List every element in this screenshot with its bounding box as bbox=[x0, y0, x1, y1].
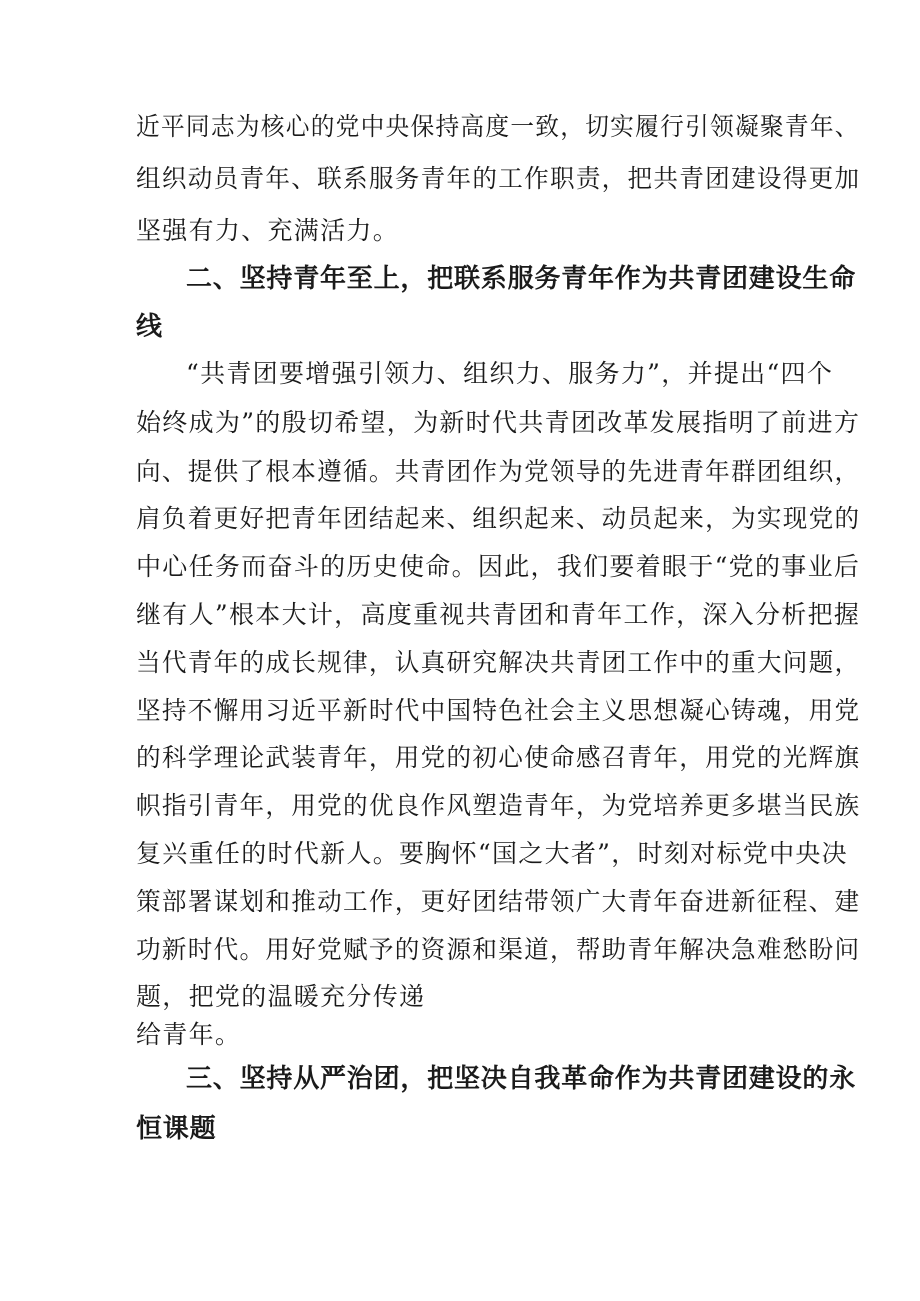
section2-body-line-4: 肩负着更好把青年团结起来、组织起来、动员起来，为实现党的 bbox=[136, 504, 861, 533]
intro-line-2: 组织动员青年、联系服务青年的工作职责，把共青团建设得更加 bbox=[136, 164, 861, 193]
intro-line-1: 近平同志为核心的党中央保持高度一致，切实履行引领凝聚青年、 bbox=[136, 112, 860, 141]
section2-body-line-2: 始终成为”的殷切希望，为新时代共青团改革发展指明了前进方 bbox=[136, 408, 861, 437]
section2-body-line-10: 帜指引青年，用党的优良作风塑造青年，为党培养更多堪当民族 bbox=[136, 791, 861, 820]
section3-heading-line-1: 三、坚持从严治团，把坚决自我革命作为共青团建设的永 bbox=[186, 1064, 857, 1094]
section2-body-line-9: 的科学理论武装青年，用党的初心使命感召青年，用党的光辉旗 bbox=[136, 743, 861, 772]
section2-body-line-3: 向、提供了根本遵循。共青团作为党领导的先进青年群团组织， bbox=[136, 457, 861, 486]
section2-body-line-7: 当代青年的成长规律，认真研究解决共青团工作中的重大问题， bbox=[136, 648, 861, 677]
section2-body-line-5: 中心任务而奋斗的历史使命。因此，我们要着眼于“党的事业后 bbox=[136, 552, 861, 581]
section2-body-line-14: 题，把党的温暖充分传递 bbox=[136, 982, 426, 1011]
section2-heading-line-1: 二、坚持青年至上，把联系服务青年作为共青团建设生命 bbox=[186, 264, 857, 294]
section3-heading-line-2: 恒课题 bbox=[136, 1114, 217, 1144]
section2-body-line-8: 坚持不懈用习近平新时代中国特色社会主义思想凝心铸魂，用党 bbox=[136, 696, 861, 725]
section2-body-line-1: “共青团要增强引领力、组织力、服务力”，并提出“四个 bbox=[186, 359, 834, 388]
section2-heading-line-2: 线 bbox=[136, 312, 163, 342]
section2-body-line-11: 复兴重任的时代新人。要胸怀“国之大者”，时刻对标党中央决 bbox=[136, 839, 848, 868]
section2-body-line-6: 继有人”根本大计，高度重视共青团和青年工作，深入分析把握 bbox=[136, 600, 861, 629]
section2-body-line-13: 功新时代。用好党赋予的资源和渠道，帮助青年解决急难愁盼问 bbox=[136, 935, 861, 964]
intro-line-3: 坚强有力、充满活力。 bbox=[136, 216, 400, 245]
section2-body-line-15: 给青年。 bbox=[136, 1020, 242, 1049]
section2-body-line-12: 策部署谋划和推动工作，更好团结带领广大青年奋进新征程、建 bbox=[136, 887, 861, 916]
